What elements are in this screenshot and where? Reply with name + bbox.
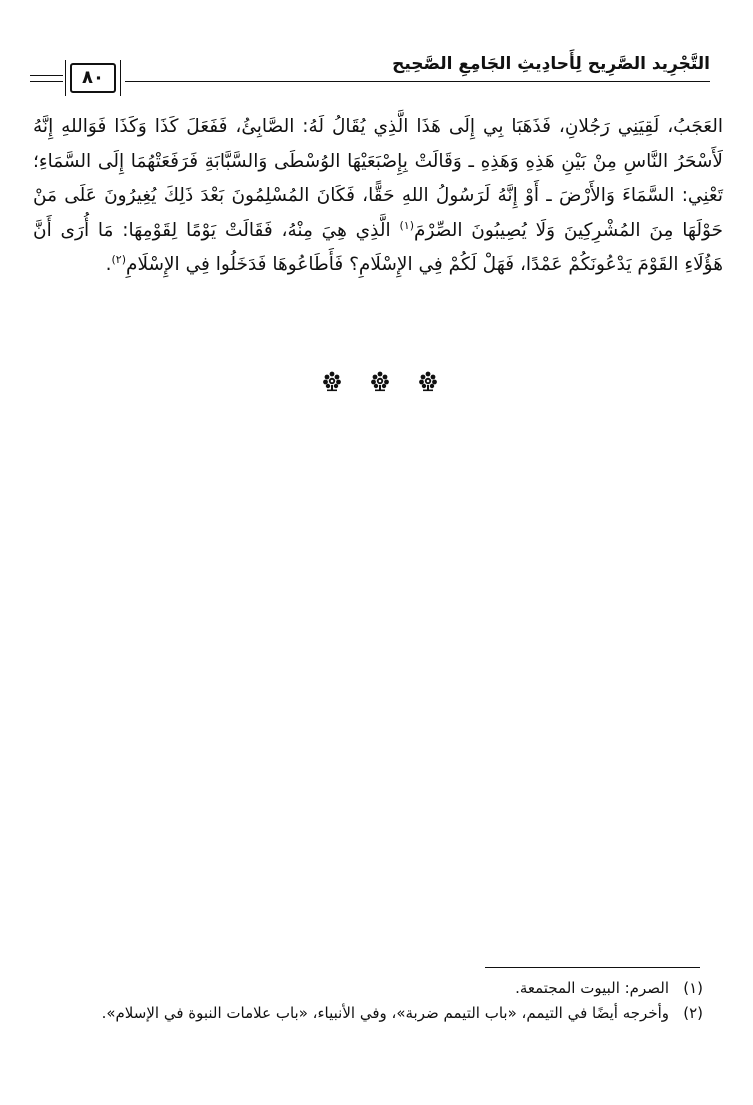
hadith-paragraph — [33, 110, 723, 283]
text-between-footnotes: الَّذِي هِيَ مِنْهُ، فَقَالَتْ يَوْمًا لِقَوْمِهَا: مَا أُرَى أَنَّ هَؤُلَاءِ القَوْمَ يَدْعُونَكُمْ عَمْدًا، فَهَلْ لَكُمْ فِي الإِسْلَامِ؟ فَأَطَاعُوهَا فَدَخَلُوا فِي الإِسْلَامِ — [33, 219, 723, 276]
main-text — [33, 110, 723, 283]
footnote-ref-1[interactable]: (١) — [399, 218, 414, 232]
text-after-footnote-2: . — [105, 254, 112, 276]
footnote-number: (١) — [683, 979, 703, 997]
footnote-text: وأخرجه أيضًا في التيمم، «باب التيمم ضربة»، وفي الأنبياء، «باب علامات النبوة في الإسلام». — [101, 1004, 669, 1022]
footnote-text: الصرم: البيوت المجتمعة. — [515, 979, 669, 997]
floral-ornament-icon — [322, 370, 342, 392]
section-divider-ornaments — [310, 367, 450, 395]
page-header — [30, 48, 710, 92]
floral-ornament-icon — [418, 370, 438, 392]
floral-ornament-icon — [370, 370, 390, 392]
footnotes — [33, 976, 703, 1026]
header-rule-left-bottom — [30, 81, 63, 82]
header-rule-left-top — [30, 75, 63, 76]
footnote-2 — [33, 1001, 703, 1026]
footnote-separator — [485, 967, 700, 968]
footnote-1 — [33, 976, 703, 1001]
footnote-ref-2[interactable]: (٢) — [111, 253, 126, 267]
footnote-number: (٢) — [683, 1004, 703, 1022]
text-before-footnote-1: العَجَبُ، لَقِيَنِي رَجُلانِ، فَذَهَبَا بِي إِلَى هَذَا الَّذِي يُقَالُ لَهُ: الصَّابِئُ، فَفَعَلَ كَذَا وَكَذَا فَوَاللهِ إِنَّهُ لَأَسْحَرُ النَّاسِ مِنْ بَيْنِ هَذِهِ وَهَذِهِ ـ وَقَالَتْ بِإِصْبَعَيْهَا الوُسْطَى وَالسَّبَّابَةِ فَرَفَعَتْهُمَا إِلَى السَّمَاءِ؛ تَعْنِي: السَّمَاءَ وَالأَرْضَ ـ أَوْ إِنَّهُ لَرَسُولُ اللهِ حَقًّا، فَكَانَ المُسْلِمُونَ بَعْدَ ذَلِكَ يُغِيرُونَ عَلَى مَنْ حَوْلَهَا مِنَ المُشْرِكِينَ وَلَا يُصِيبُونَ الصِّرْمَ — [33, 116, 723, 241]
book-title: التَّجْرِيد الصَّرِيح لِأَحادِيثِ الجَامِعِ الصَّحِيح — [392, 54, 710, 74]
header-rule — [125, 81, 710, 82]
page-number: ٨٠ — [70, 63, 116, 93]
